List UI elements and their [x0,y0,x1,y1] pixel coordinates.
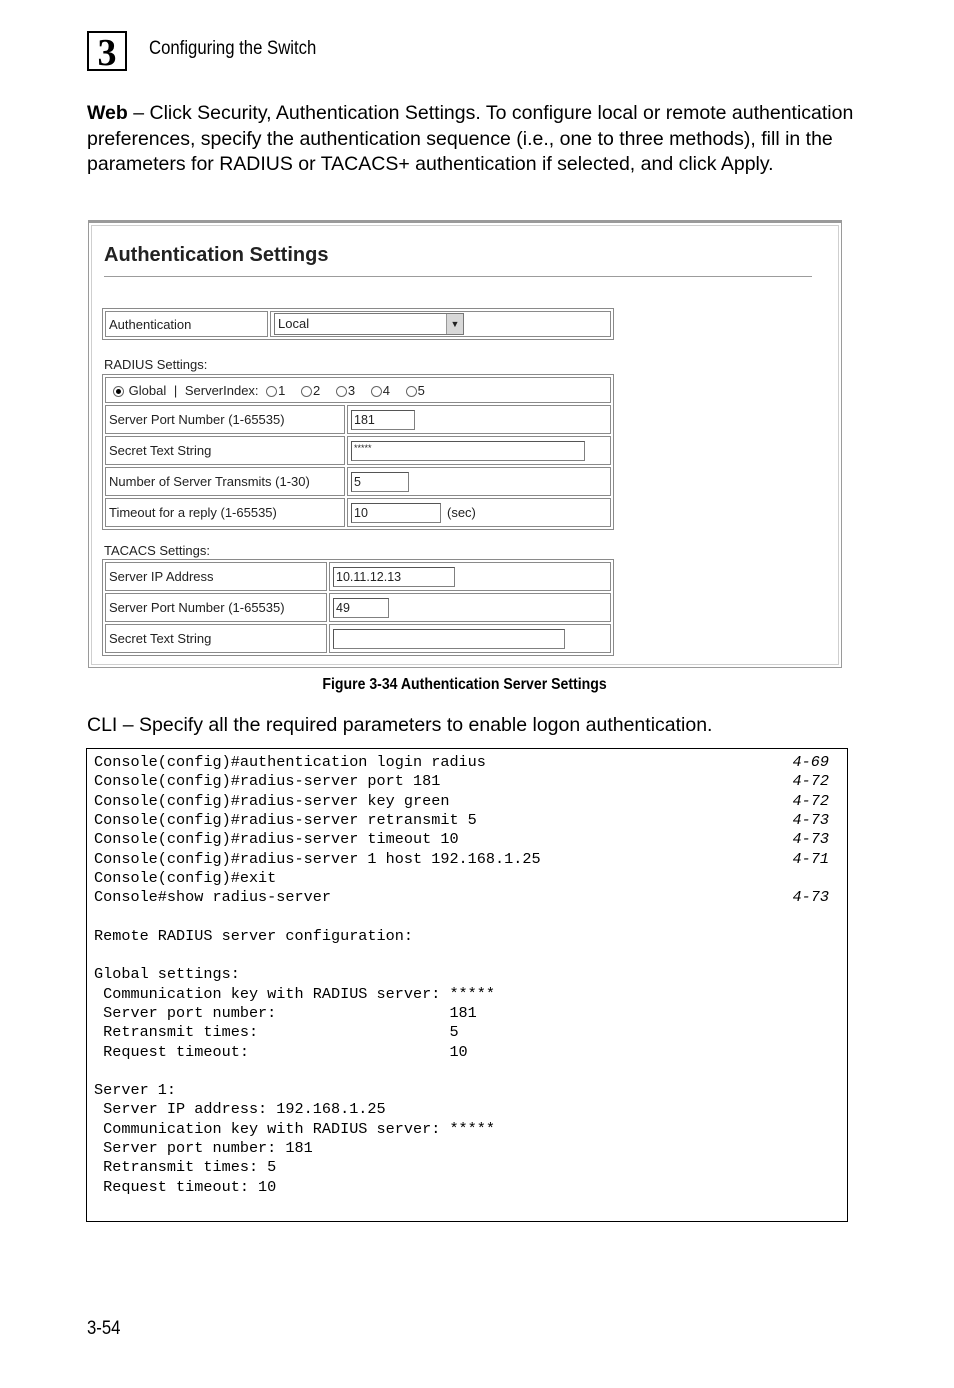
server-index-radio-5[interactable] [406,386,417,397]
cli-line: Remote RADIUS server configuration: [94,926,413,945]
cli-line: Console(config)#authentication login radius [94,753,486,771]
radius-timeout-input[interactable]: 10 [351,503,441,523]
cli-line: Server 1: [94,1081,177,1100]
auth-settings-title: Authentication Settings [104,244,329,266]
cli-page-reference: 4-72 [792,772,829,791]
radius-transmits-input[interactable]: 5 [351,472,409,492]
intro-text: – Click Security, Authentication Settings. To configure local or remote authentication preferences, specify the authentication sequence (i.e., one to three methods), fill in the parameters for RADIUS or TACACS+ authentication if selected, and click Apply. [87,102,854,175]
cli-line: Request timeout: 10 [94,1042,468,1061]
cli-line: Console(config)#exit [94,868,277,887]
tacacs-port-cell [329,593,611,622]
radius-timeout-cell [347,498,611,527]
cli-line: Server port number: 181 [94,1003,477,1022]
server-index-3: 3 [347,382,356,398]
radius-port-input[interactable]: 181 [351,410,415,430]
tacacs-port-label: Server Port Number (1-65535) [105,593,327,622]
dropdown-arrow-icon[interactable]: ▼ [446,314,463,334]
cli-intro: CLI – Specify all the required parameters to enable logon authentication. [87,714,713,736]
authentication-select[interactable] [274,313,464,335]
cli-line: Communication key with RADIUS server: ***** [94,984,496,1003]
authentication-table [102,308,614,340]
cli-page-reference: 4-69 [792,753,829,771]
radius-secret-cell [347,436,611,465]
tacacs-settings-table [102,559,614,656]
cli-line: Console(config)#radius-server 1 host 192.168.1.25 [94,849,541,868]
authentication-settings-screenshot [88,220,842,668]
intro-paragraph [87,101,867,178]
figure-caption-text: Figure 3-34 Authentication Server Settings [322,676,608,693]
server-index-1: 1 [278,382,286,398]
radius-port-cell [347,405,611,434]
cli-page-reference: 4-73 [792,888,829,907]
separator: | [173,382,178,398]
cli-line: Console#show radius-server [94,888,331,907]
server-index-2: 2 [313,382,321,398]
radius-settings-label: RADIUS Settings: [104,357,208,372]
tacacs-secret-cell [329,624,611,653]
radius-settings-table [102,374,614,530]
cli-page-reference: 4-71 [792,849,829,868]
radius-timeout-label: Timeout for a reply (1-65535) [105,498,345,527]
global-radio[interactable] [113,386,124,397]
radius-secret-label: Secret Text String [105,436,345,465]
cli-line: Retransmit times: 5 [94,1158,277,1177]
chapter-title: Configuring the Switch [149,38,317,59]
tacacs-ip-input[interactable]: 10.11.12.13 [333,567,455,587]
cli-line: Console(config)#radius-server port 181 [94,772,441,791]
cli-page-reference: 4-73 [792,830,829,849]
cli-line: Console(config)#radius-server timeout 10 [94,830,459,849]
server-index-4: 4 [382,382,390,398]
radius-transmits-label: Number of Server Transmits (1-30) [105,467,345,496]
chapter-number: 3 [97,32,117,71]
server-index-radio-1[interactable] [266,386,277,397]
server-index-radio-4[interactable] [371,386,382,397]
cli-line: Retransmit times: 5 [94,1023,459,1042]
page-number: 3-54 [87,1318,121,1339]
tacacs-secret-input[interactable] [333,629,565,649]
screenshot-frame [91,225,839,665]
authentication-label: Authentication [105,311,268,337]
title-divider [104,276,812,277]
tacacs-ip-label: Server IP Address [105,562,327,591]
cli-code-block [86,748,848,1222]
server-index-radio-3[interactable] [336,386,347,397]
radius-server-index-row [105,377,611,403]
intro-bold: Web [87,102,128,124]
radius-port-label: Server Port Number (1-65535) [105,405,345,434]
radius-transmits-cell [347,467,611,496]
cli-line: Communication key with RADIUS server: ***** [94,1119,496,1138]
cli-line: Console(config)#radius-server retransmit 5 [94,810,477,829]
tacacs-port-input[interactable]: 49 [333,598,389,618]
chapter-number-icon [87,31,127,71]
tacacs-ip-cell [329,562,611,591]
cli-line: Console(config)#radius-server key green [94,791,450,810]
cli-line: Server IP address: 192.168.1.25 [94,1100,386,1119]
server-index-radio-2[interactable] [301,386,312,397]
figure-caption [0,676,930,694]
global-label: Global [128,382,167,398]
radius-secret-input[interactable]: ***** [351,441,585,461]
server-index-5: 5 [417,382,425,398]
authentication-cell [270,311,611,337]
tacacs-secret-label: Secret Text String [105,624,327,653]
authentication-select-value: Local [278,316,310,331]
timeout-unit: (sec) [447,505,476,520]
cli-page-reference: 4-73 [792,810,829,829]
cli-line: Global settings: [94,965,240,984]
tacacs-settings-label: TACACS Settings: [104,543,210,558]
cli-line: Server port number: 181 [94,1139,313,1157]
server-index-label: ServerIndex: [184,382,259,398]
cli-page-reference: 4-72 [792,791,829,810]
cli-line: Request timeout: 10 [94,1177,277,1196]
